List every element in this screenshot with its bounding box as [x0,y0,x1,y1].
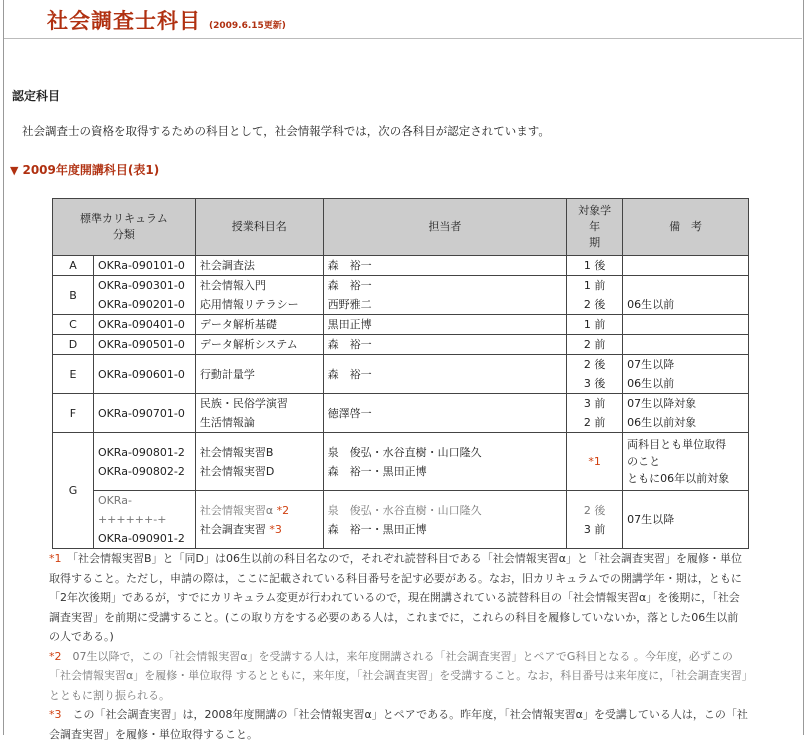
footnote-1: *1 「社会情報実習B」と「同D」は06生以前の科目名なので，それぞれ読替科目である「社会情報実習α」と「社会調査実習」を履修・単位取得すること。ただし，申請の際は，ここに記載されている科目番号を記す必要がある。なお，旧カリキュラムでの開講学年・期は，ともに「2年次後期」であるが，すでにカリキュラム変更が行われているので，現在開講されている読替科目の「社会情報実習α」を後期に，「社会調査実習」を前期に受講すること。(この取り方をする必要のある人は，これまでに，これらの科目を履修していないか，落とした06生以前の人である。) [49,552,743,643]
table-row: C OKRa-090401-0 データ解析基礎 黒田正博 1 前 [53,315,749,335]
title-divider [4,38,802,39]
section-title: 認定科目 [12,89,61,103]
table-row: F OKRa-090701-0 民族・民俗学演習 生活情報論 徳澤啓一 3 前 2 前 07生以降対象 06生以前対象 [53,394,749,433]
footnote-2: *2 07生以降で，この「社会情報実習α」を受講する人は，来年度開講される「社会調査実習」とペアでG科目となる 。今年度，必ずこの「社会情報実習α」を履修・単位取得 するとともに，来年度，「社会調査実習」を受講すること。なお，科目番号は来年度に，「社会調査実習」とともに割り振られる。 [49,649,748,702]
header-category: 標準カリキュラム 分類 [53,199,196,256]
table-row: E OKRa-090601-0 行動計量学 森 裕一 2 後 3 後 07生以降 06生以前 [53,355,749,394]
table-heading: ▼ 2009年度開講科目(表1) [10,163,160,177]
table-row: B OKRa-090301-0 OKRa-090201-0 社会情報入門 応用情報リテラシー 森 裕一 西野雅二 1 前 2 後 06生以前 [53,276,749,315]
table-header-row [53,199,749,256]
triangle-down-icon: ▼ [10,164,19,177]
table-row: A OKRa-090101-0 社会調査法 森 裕一 1 後 [53,256,749,276]
header-remarks: 備 考 [623,199,749,256]
footnotes [49,549,749,744]
table-row: OKRa-++++++-+ OKRa-090901-2 社会情報実習α *2 社会調査実習 *3 泉 俊弘・水谷直樹・山口隆久 森 裕一・黒田正博 2 後 3 前 07生以降 [53,491,749,549]
footnote-3: *3 この「社会調査実習」は，2008年度開講の「社会情報実習α」とペアである。昨年度，「社会情報実習α」を受講している人は，この「社会調査実習」を履修・単位取得すること。 [49,708,748,741]
header-year: 対象学 年 期 [567,199,623,256]
table-row: D OKRa-090501-0 データ解析システム 森 裕一 2 前 [53,335,749,355]
header-teacher: 担当者 [323,199,567,256]
intro-text: 社会調査士の資格を取得するための科目として，社会情報学科では，次の各科目が認定されています。 [22,124,550,138]
subject-table [52,198,749,549]
page-title: 社会調査士科目 (2009.6.15更新) [47,9,286,33]
update-date: (2009.6.15更新) [209,21,286,31]
table-row: G OKRa-090801-2 OKRa-090802-2 社会情報実習B 社会情報実習D 泉 俊弘・水谷直樹・山口隆久 森 裕一・黒田正博 *1 両科目とも単位取得 のこと ともに06年以前対象 [53,433,749,491]
header-subject: 授業科目名 [195,199,323,256]
